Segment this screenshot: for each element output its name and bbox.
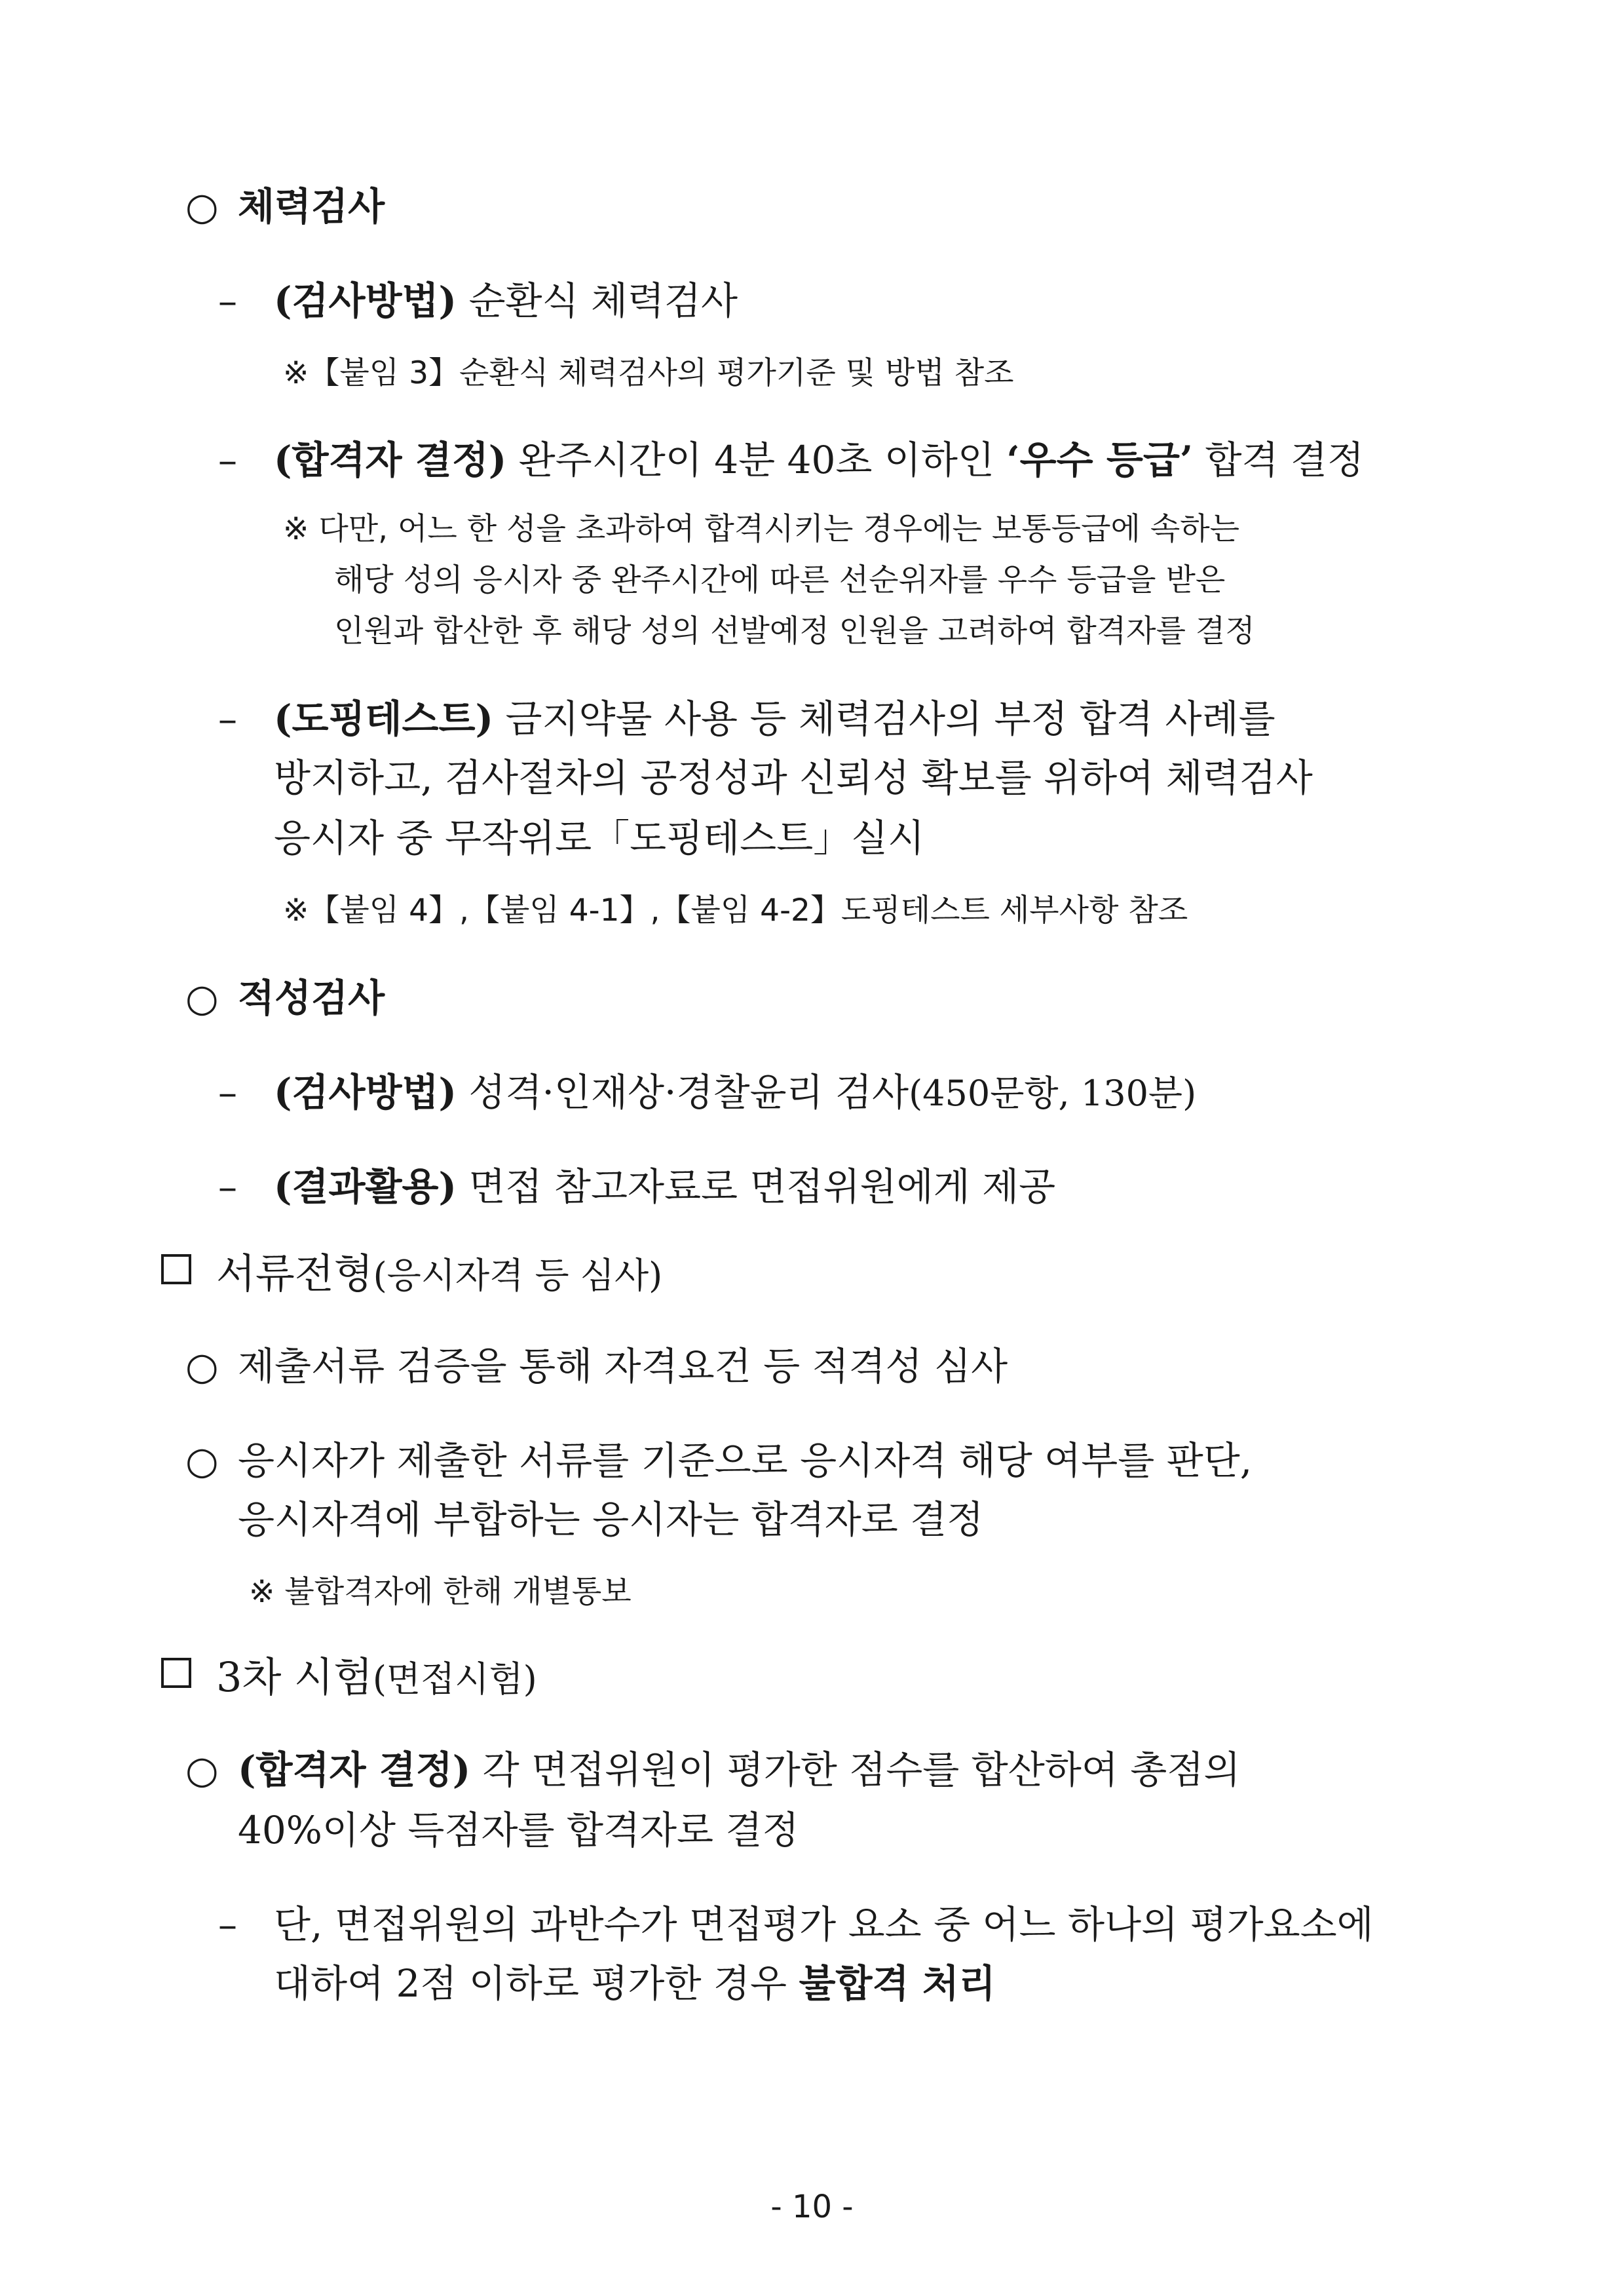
aptitude-method [218, 1062, 1196, 1117]
third-title-detail: (면접시험) [372, 1658, 537, 1700]
fitness-pass-grade: ‘우수 등급’ [1006, 438, 1194, 482]
fitness-doping [218, 688, 1275, 743]
dash-bullet: – [218, 1164, 237, 1209]
third-pass-text-2: 40%이상 득점자를 합격자로 결정 [238, 1808, 799, 1852]
third-dash-line-2 [274, 1953, 996, 2008]
documents-item-2-line-1: 응시자가 제출한 서류를 기준으로 응시자격 해당 여부를 판단, [238, 1438, 1253, 1483]
third-dash [218, 1894, 1374, 1949]
aptitude-use [218, 1156, 1055, 1211]
aptitude-method-detail: (450문항, 130분) [909, 1073, 1197, 1114]
documents-note: ※ 불합격자에 한해 개별통보 [249, 1574, 632, 1610]
fitness-title: 체력검사 [238, 184, 385, 229]
fitness-heading [185, 176, 385, 231]
fitness-method-text: 순환식 체력검사 [468, 278, 738, 323]
fitness-doping-text-1: 금지약물 사용 등 체력검사의 부정 합격 사례를 [505, 697, 1275, 741]
documents-heading [216, 1241, 662, 1299]
fitness-pass-note-1: ※ 다만, 어느 한 성을 초과하여 합격시키는 경우에는 보통등급에 속하는 [283, 511, 1240, 547]
dash-bullet: – [218, 697, 237, 741]
page-number: - 10 - [770, 2189, 854, 2225]
fitness-pass-text-2: 합격 결정 [1205, 438, 1365, 482]
documents-item-1-text: 제출서류 검증을 통해 자격요건 등 적격성 심사 [238, 1344, 1008, 1388]
fitness-pass-label: (합격자 결정) [274, 438, 507, 482]
circle-bullet: ○ [185, 1344, 219, 1388]
circle-bullet: ○ [185, 976, 219, 1020]
documents-item-2 [185, 1430, 1252, 1485]
fitness-doping-label: (도핑테스트) [274, 697, 494, 741]
fitness-pass-note-2: 해당 성의 응시자 중 완주시간에 따른 선순위자를 우수 등급을 받은 [334, 562, 1226, 598]
aptitude-use-label: (결과활용) [274, 1164, 457, 1209]
fitness-doping-text-2: 방지하고, 검사절차의 공정성과 신뢰성 확보를 위하여 체력검사 [274, 756, 1313, 800]
dash-bullet: – [218, 1902, 237, 1947]
circle-bullet: ○ [185, 1438, 219, 1483]
documents-item-2-line-2: 응시자격에 부합하는 응시자는 합격자로 결정 [238, 1497, 984, 1542]
fitness-pass-text-1: 완주시간이 4분 40초 이하인 [518, 438, 994, 482]
circle-bullet: ○ [185, 1748, 219, 1792]
fitness-method-note: ※【붙임 3】순환식 체력검사의 평가기준 및 방법 참조 [283, 355, 1014, 391]
third-pass [185, 1739, 1240, 1794]
dash-bullet: – [218, 438, 237, 482]
fitness-doping-text-3: 응시자 중 무작위로「도핑테스트」실시 [274, 816, 925, 860]
documents-item-1 [185, 1335, 1008, 1390]
aptitude-use-text: 면접 참고자료로 면접위원에게 제공 [468, 1164, 1056, 1209]
dash-bullet: – [218, 278, 237, 323]
aptitude-title: 적성검사 [238, 976, 385, 1020]
fitness-pass [218, 429, 1364, 484]
circle-bullet: ○ [185, 184, 219, 229]
documents-title: 서류전형 [216, 1250, 373, 1297]
fitness-method [218, 270, 738, 325]
fitness-doping-note: ※【붙임 4】,【붙임 4-1】,【붙임 4-2】도핑테스트 세부사항 참조 [283, 892, 1188, 928]
third-pass-text-1: 각 면접위원이 평가한 점수를 합산하여 총점의 [482, 1748, 1241, 1792]
third-title: 3차 시험 [216, 1653, 373, 1701]
checkbox-square-icon [161, 1658, 191, 1688]
third-heading [216, 1645, 537, 1703]
aptitude-heading [185, 967, 385, 1022]
fitness-method-label: (검사방법) [274, 278, 457, 323]
third-dash-text-2: 대하여 2점 이하로 평가한 경우 [274, 1961, 787, 2006]
dash-bullet: – [218, 1070, 237, 1115]
fitness-pass-note-3: 인원과 합산한 후 해당 성의 선발예정 인원을 고려하여 합격자를 결정 [334, 613, 1255, 649]
documents-title-detail: (응시자격 등 심사) [373, 1255, 663, 1296]
aptitude-method-label: (검사방법) [274, 1070, 457, 1115]
aptitude-method-text: 성격·인재상·경찰윤리 검사 [468, 1070, 909, 1115]
third-pass-label: (합격자 결정) [238, 1748, 471, 1792]
third-dash-bold: 불합격 처리 [799, 1961, 996, 2006]
third-dash-text-1: 단, 면접위원의 과반수가 면접평가 요소 중 어느 하나의 평가요소에 [274, 1902, 1374, 1947]
checkbox-square-icon [161, 1254, 191, 1284]
